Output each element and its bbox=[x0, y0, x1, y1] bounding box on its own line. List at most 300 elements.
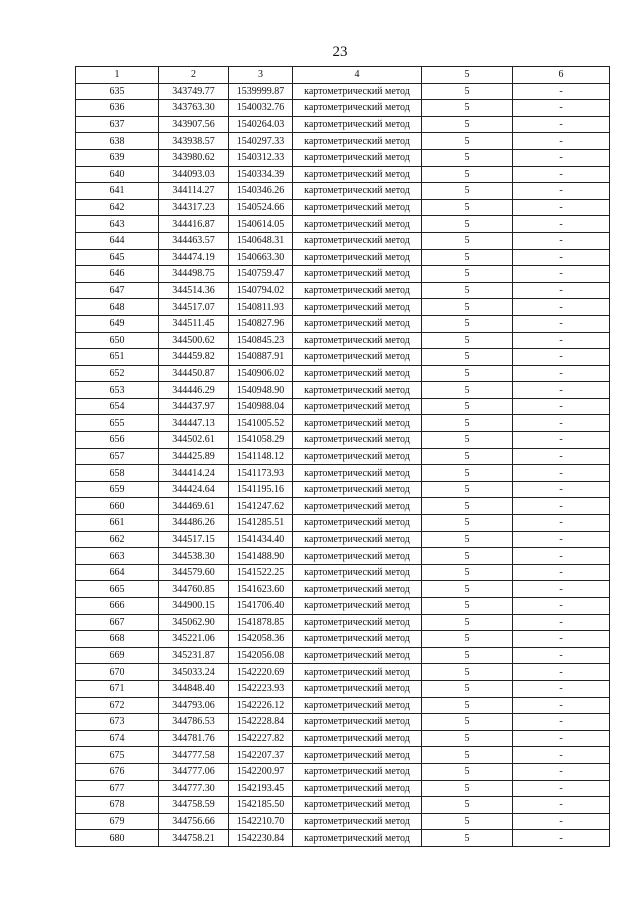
cell-point-number: 639 bbox=[76, 149, 159, 166]
cell-extra: - bbox=[513, 515, 610, 532]
cell-method: картометрический метод bbox=[293, 813, 422, 830]
cell-point-number: 669 bbox=[76, 647, 159, 664]
cell-coord-y: 1542230.84 bbox=[229, 830, 293, 847]
cell-coord-x: 344416.87 bbox=[159, 216, 229, 233]
cell-coord-y: 1540845.23 bbox=[229, 332, 293, 349]
cell-coord-x: 344900.15 bbox=[159, 598, 229, 615]
cell-method: картометрический метод bbox=[293, 564, 422, 581]
cell-point-number: 636 bbox=[76, 100, 159, 117]
cell-method: картометрический метод bbox=[293, 498, 422, 515]
cell-method: картометрический метод bbox=[293, 315, 422, 332]
cell-point-number: 654 bbox=[76, 398, 159, 415]
cell-coord-x: 344758.59 bbox=[159, 797, 229, 814]
cell-coord-x: 344781.76 bbox=[159, 730, 229, 747]
cell-extra: - bbox=[513, 631, 610, 648]
cell-method: картометрический метод bbox=[293, 133, 422, 150]
cell-method: картометрический метод bbox=[293, 747, 422, 764]
cell-coord-x: 344114.27 bbox=[159, 183, 229, 200]
cell-coord-y: 1540032.76 bbox=[229, 100, 293, 117]
table-row bbox=[76, 598, 610, 615]
cell-accuracy: 5 bbox=[422, 133, 513, 150]
cell-method: картометрический метод bbox=[293, 531, 422, 548]
table-row bbox=[76, 382, 610, 399]
cell-accuracy: 5 bbox=[422, 183, 513, 200]
cell-coord-y: 1541285.51 bbox=[229, 515, 293, 532]
header-col-2: 2 bbox=[159, 67, 229, 84]
cell-coord-y: 1540312.33 bbox=[229, 149, 293, 166]
cell-coord-y: 1541522.25 bbox=[229, 564, 293, 581]
cell-point-number: 651 bbox=[76, 349, 159, 366]
table-row bbox=[76, 133, 610, 150]
cell-coord-y: 1540906.02 bbox=[229, 365, 293, 382]
table-row bbox=[76, 680, 610, 697]
table-row bbox=[76, 481, 610, 498]
table-row bbox=[76, 564, 610, 581]
cell-accuracy: 5 bbox=[422, 747, 513, 764]
cell-coord-y: 1541434.40 bbox=[229, 531, 293, 548]
cell-coord-x: 344511.45 bbox=[159, 315, 229, 332]
cell-coord-x: 344760.85 bbox=[159, 581, 229, 598]
table-row bbox=[76, 730, 610, 747]
cell-extra: - bbox=[513, 647, 610, 664]
cell-coord-y: 1542193.45 bbox=[229, 780, 293, 797]
cell-accuracy: 5 bbox=[422, 481, 513, 498]
cell-coord-y: 1540759.47 bbox=[229, 266, 293, 283]
cell-extra: - bbox=[513, 830, 610, 847]
cell-coord-x: 344463.57 bbox=[159, 232, 229, 249]
table-row bbox=[76, 763, 610, 780]
table-row bbox=[76, 515, 610, 532]
cell-extra: - bbox=[513, 664, 610, 681]
cell-accuracy: 5 bbox=[422, 398, 513, 415]
cell-extra: - bbox=[513, 232, 610, 249]
cell-coord-y: 1540648.31 bbox=[229, 232, 293, 249]
cell-accuracy: 5 bbox=[422, 382, 513, 399]
cell-coord-x: 344474.19 bbox=[159, 249, 229, 266]
cell-accuracy: 5 bbox=[422, 830, 513, 847]
cell-accuracy: 5 bbox=[422, 349, 513, 366]
cell-coord-y: 1541058.29 bbox=[229, 432, 293, 449]
cell-method: картометрический метод bbox=[293, 680, 422, 697]
cell-coord-y: 1541148.12 bbox=[229, 448, 293, 465]
cell-point-number: 666 bbox=[76, 598, 159, 615]
cell-coord-y: 1540827.96 bbox=[229, 315, 293, 332]
cell-coord-x: 345062.90 bbox=[159, 614, 229, 631]
table-row bbox=[76, 299, 610, 316]
cell-accuracy: 5 bbox=[422, 780, 513, 797]
cell-coord-x: 345221.06 bbox=[159, 631, 229, 648]
table-row bbox=[76, 199, 610, 216]
cell-method: картометрический метод bbox=[293, 83, 422, 100]
cell-method: картометрический метод bbox=[293, 581, 422, 598]
table-row bbox=[76, 498, 610, 515]
table-row bbox=[76, 332, 610, 349]
header-col-4: 4 bbox=[293, 67, 422, 84]
cell-method: картометрический метод bbox=[293, 100, 422, 117]
table-row bbox=[76, 83, 610, 100]
cell-accuracy: 5 bbox=[422, 515, 513, 532]
cell-accuracy: 5 bbox=[422, 564, 513, 581]
table-row bbox=[76, 166, 610, 183]
cell-coord-x: 345231.87 bbox=[159, 647, 229, 664]
cell-extra: - bbox=[513, 481, 610, 498]
page-number: 23 bbox=[332, 44, 348, 60]
coordinates-table bbox=[75, 66, 610, 847]
cell-point-number: 678 bbox=[76, 797, 159, 814]
cell-accuracy: 5 bbox=[422, 332, 513, 349]
cell-point-number: 675 bbox=[76, 747, 159, 764]
cell-coord-x: 344777.06 bbox=[159, 763, 229, 780]
cell-coord-y: 1540988.04 bbox=[229, 398, 293, 415]
cell-method: картометрический метод bbox=[293, 631, 422, 648]
cell-extra: - bbox=[513, 780, 610, 797]
cell-coord-y: 1542227.82 bbox=[229, 730, 293, 747]
cell-point-number: 657 bbox=[76, 448, 159, 465]
cell-coord-x: 344777.58 bbox=[159, 747, 229, 764]
cell-method: картометрический метод bbox=[293, 149, 422, 166]
cell-coord-y: 1541173.93 bbox=[229, 465, 293, 482]
cell-coord-x: 344437.97 bbox=[159, 398, 229, 415]
cell-extra: - bbox=[513, 763, 610, 780]
cell-point-number: 677 bbox=[76, 780, 159, 797]
cell-point-number: 673 bbox=[76, 714, 159, 731]
cell-coord-y: 1541878.85 bbox=[229, 614, 293, 631]
cell-point-number: 648 bbox=[76, 299, 159, 316]
table-row bbox=[76, 664, 610, 681]
cell-point-number: 660 bbox=[76, 498, 159, 515]
table-row bbox=[76, 465, 610, 482]
table-row bbox=[76, 100, 610, 117]
table-row bbox=[76, 581, 610, 598]
cell-coord-y: 1540614.05 bbox=[229, 216, 293, 233]
cell-coord-y: 1541706.40 bbox=[229, 598, 293, 615]
cell-method: картометрический метод bbox=[293, 349, 422, 366]
cell-point-number: 644 bbox=[76, 232, 159, 249]
cell-extra: - bbox=[513, 100, 610, 117]
cell-point-number: 656 bbox=[76, 432, 159, 449]
cell-extra: - bbox=[513, 133, 610, 150]
cell-point-number: 649 bbox=[76, 315, 159, 332]
cell-coord-y: 1540948.90 bbox=[229, 382, 293, 399]
cell-method: картометрический метод bbox=[293, 282, 422, 299]
cell-point-number: 650 bbox=[76, 332, 159, 349]
cell-extra: - bbox=[513, 199, 610, 216]
cell-method: картометрический метод bbox=[293, 797, 422, 814]
cell-coord-x: 344514.36 bbox=[159, 282, 229, 299]
cell-coord-y: 1542223.93 bbox=[229, 680, 293, 697]
table-row bbox=[76, 282, 610, 299]
cell-method: картометрический метод bbox=[293, 780, 422, 797]
cell-accuracy: 5 bbox=[422, 448, 513, 465]
cell-point-number: 671 bbox=[76, 680, 159, 697]
cell-extra: - bbox=[513, 83, 610, 100]
cell-accuracy: 5 bbox=[422, 266, 513, 283]
table-row bbox=[76, 183, 610, 200]
table-row bbox=[76, 216, 610, 233]
cell-accuracy: 5 bbox=[422, 249, 513, 266]
cell-extra: - bbox=[513, 598, 610, 615]
cell-coord-x: 344459.82 bbox=[159, 349, 229, 366]
cell-extra: - bbox=[513, 548, 610, 565]
cell-coord-x: 344502.61 bbox=[159, 432, 229, 449]
cell-extra: - bbox=[513, 465, 610, 482]
table-row bbox=[76, 830, 610, 847]
cell-extra: - bbox=[513, 249, 610, 266]
cell-coord-x: 344500.62 bbox=[159, 332, 229, 349]
cell-accuracy: 5 bbox=[422, 100, 513, 117]
cell-coord-x: 344498.75 bbox=[159, 266, 229, 283]
cell-accuracy: 5 bbox=[422, 199, 513, 216]
cell-extra: - bbox=[513, 680, 610, 697]
header-col-1: 1 bbox=[76, 67, 159, 84]
table-row bbox=[76, 813, 610, 830]
cell-method: картометрический метод bbox=[293, 299, 422, 316]
cell-extra: - bbox=[513, 730, 610, 747]
table-row bbox=[76, 747, 610, 764]
cell-coord-x: 344848.40 bbox=[159, 680, 229, 697]
cell-accuracy: 5 bbox=[422, 531, 513, 548]
cell-method: картометрический метод bbox=[293, 398, 422, 415]
cell-point-number: 653 bbox=[76, 382, 159, 399]
cell-method: картометрический метод bbox=[293, 830, 422, 847]
cell-extra: - bbox=[513, 432, 610, 449]
cell-coord-y: 1542056.08 bbox=[229, 647, 293, 664]
cell-method: картометрический метод bbox=[293, 432, 422, 449]
cell-point-number: 652 bbox=[76, 365, 159, 382]
cell-accuracy: 5 bbox=[422, 631, 513, 648]
cell-point-number: 643 bbox=[76, 216, 159, 233]
cell-coord-x: 344756.66 bbox=[159, 813, 229, 830]
cell-accuracy: 5 bbox=[422, 415, 513, 432]
table-row bbox=[76, 780, 610, 797]
cell-accuracy: 5 bbox=[422, 614, 513, 631]
cell-point-number: 647 bbox=[76, 282, 159, 299]
cell-coord-x: 343907.56 bbox=[159, 116, 229, 133]
table-row bbox=[76, 349, 610, 366]
cell-extra: - bbox=[513, 365, 610, 382]
cell-extra: - bbox=[513, 531, 610, 548]
cell-coord-x: 343763.30 bbox=[159, 100, 229, 117]
cell-method: картометрический метод bbox=[293, 481, 422, 498]
cell-coord-y: 1541247.62 bbox=[229, 498, 293, 515]
table-row bbox=[76, 116, 610, 133]
table-row bbox=[76, 797, 610, 814]
cell-extra: - bbox=[513, 299, 610, 316]
cell-accuracy: 5 bbox=[422, 581, 513, 598]
cell-extra: - bbox=[513, 614, 610, 631]
cell-method: картометрический метод bbox=[293, 763, 422, 780]
cell-accuracy: 5 bbox=[422, 548, 513, 565]
table-header-row bbox=[76, 67, 610, 84]
cell-coord-x: 344517.07 bbox=[159, 299, 229, 316]
cell-extra: - bbox=[513, 697, 610, 714]
table-row bbox=[76, 398, 610, 415]
cell-coord-x: 344469.61 bbox=[159, 498, 229, 515]
cell-point-number: 667 bbox=[76, 614, 159, 631]
cell-accuracy: 5 bbox=[422, 763, 513, 780]
table-row bbox=[76, 614, 610, 631]
cell-accuracy: 5 bbox=[422, 647, 513, 664]
table-row bbox=[76, 249, 610, 266]
cell-accuracy: 5 bbox=[422, 680, 513, 697]
cell-method: картометрический метод bbox=[293, 216, 422, 233]
cell-method: картометрический метод bbox=[293, 166, 422, 183]
cell-method: картометрический метод bbox=[293, 647, 422, 664]
cell-point-number: 635 bbox=[76, 83, 159, 100]
cell-accuracy: 5 bbox=[422, 166, 513, 183]
cell-point-number: 641 bbox=[76, 183, 159, 200]
table-row bbox=[76, 548, 610, 565]
cell-extra: - bbox=[513, 813, 610, 830]
cell-extra: - bbox=[513, 448, 610, 465]
cell-method: картометрический метод bbox=[293, 415, 422, 432]
cell-method: картометрический метод bbox=[293, 614, 422, 631]
table-row bbox=[76, 315, 610, 332]
cell-accuracy: 5 bbox=[422, 365, 513, 382]
cell-extra: - bbox=[513, 747, 610, 764]
cell-point-number: 640 bbox=[76, 166, 159, 183]
table-row bbox=[76, 697, 610, 714]
cell-coord-x: 344317.23 bbox=[159, 199, 229, 216]
table-row bbox=[76, 232, 610, 249]
cell-extra: - bbox=[513, 797, 610, 814]
cell-method: картометрический метод bbox=[293, 730, 422, 747]
cell-coord-x: 344447.13 bbox=[159, 415, 229, 432]
cell-extra: - bbox=[513, 266, 610, 283]
cell-method: картометрический метод bbox=[293, 664, 422, 681]
header-col-3: 3 bbox=[229, 67, 293, 84]
cell-coord-y: 1540794.02 bbox=[229, 282, 293, 299]
cell-accuracy: 5 bbox=[422, 730, 513, 747]
cell-extra: - bbox=[513, 332, 610, 349]
header-col-5: 5 bbox=[422, 67, 513, 84]
cell-method: картометрический метод bbox=[293, 382, 422, 399]
cell-coord-y: 1542185.50 bbox=[229, 797, 293, 814]
cell-accuracy: 5 bbox=[422, 664, 513, 681]
cell-coord-x: 344093.03 bbox=[159, 166, 229, 183]
cell-extra: - bbox=[513, 349, 610, 366]
cell-point-number: 645 bbox=[76, 249, 159, 266]
cell-accuracy: 5 bbox=[422, 432, 513, 449]
cell-extra: - bbox=[513, 714, 610, 731]
cell-accuracy: 5 bbox=[422, 498, 513, 515]
cell-method: картометрический метод bbox=[293, 199, 422, 216]
cell-accuracy: 5 bbox=[422, 116, 513, 133]
cell-extra: - bbox=[513, 149, 610, 166]
cell-coord-y: 1542058.36 bbox=[229, 631, 293, 648]
cell-coord-x: 344758.21 bbox=[159, 830, 229, 847]
cell-point-number: 668 bbox=[76, 631, 159, 648]
table-row bbox=[76, 149, 610, 166]
cell-method: картометрический метод bbox=[293, 365, 422, 382]
cell-extra: - bbox=[513, 116, 610, 133]
cell-accuracy: 5 bbox=[422, 797, 513, 814]
cell-point-number: 638 bbox=[76, 133, 159, 150]
cell-point-number: 676 bbox=[76, 763, 159, 780]
table-row bbox=[76, 365, 610, 382]
cell-method: картометрический метод bbox=[293, 548, 422, 565]
cell-extra: - bbox=[513, 166, 610, 183]
cell-coord-y: 1540334.39 bbox=[229, 166, 293, 183]
cell-coord-x: 344517.15 bbox=[159, 531, 229, 548]
table-row bbox=[76, 631, 610, 648]
cell-extra: - bbox=[513, 581, 610, 598]
table-body bbox=[76, 83, 610, 846]
cell-accuracy: 5 bbox=[422, 83, 513, 100]
cell-accuracy: 5 bbox=[422, 598, 513, 615]
cell-point-number: 662 bbox=[76, 531, 159, 548]
cell-coord-y: 1540663.30 bbox=[229, 249, 293, 266]
cell-coord-y: 1540297.33 bbox=[229, 133, 293, 150]
cell-accuracy: 5 bbox=[422, 697, 513, 714]
cell-coord-y: 1540887.91 bbox=[229, 349, 293, 366]
cell-accuracy: 5 bbox=[422, 232, 513, 249]
cell-coord-y: 1542226.12 bbox=[229, 697, 293, 714]
cell-coord-x: 344579.60 bbox=[159, 564, 229, 581]
cell-extra: - bbox=[513, 183, 610, 200]
cell-extra: - bbox=[513, 398, 610, 415]
cell-coord-y: 1541195.16 bbox=[229, 481, 293, 498]
cell-point-number: 646 bbox=[76, 266, 159, 283]
cell-point-number: 680 bbox=[76, 830, 159, 847]
cell-method: картометрический метод bbox=[293, 266, 422, 283]
cell-point-number: 670 bbox=[76, 664, 159, 681]
cell-coord-x: 343980.62 bbox=[159, 149, 229, 166]
cell-coord-y: 1542210.70 bbox=[229, 813, 293, 830]
cell-coord-y: 1541623.60 bbox=[229, 581, 293, 598]
cell-coord-y: 1542207.37 bbox=[229, 747, 293, 764]
cell-method: картометрический метод bbox=[293, 448, 422, 465]
cell-method: картометрический метод bbox=[293, 465, 422, 482]
cell-point-number: 679 bbox=[76, 813, 159, 830]
cell-point-number: 637 bbox=[76, 116, 159, 133]
cell-method: картометрический метод bbox=[293, 515, 422, 532]
cell-coord-y: 1542200.97 bbox=[229, 763, 293, 780]
cell-coord-x: 344450.87 bbox=[159, 365, 229, 382]
cell-accuracy: 5 bbox=[422, 465, 513, 482]
cell-extra: - bbox=[513, 315, 610, 332]
table-row bbox=[76, 448, 610, 465]
table-row bbox=[76, 531, 610, 548]
cell-coord-y: 1542228.84 bbox=[229, 714, 293, 731]
cell-method: картометрический метод bbox=[293, 249, 422, 266]
cell-point-number: 655 bbox=[76, 415, 159, 432]
cell-extra: - bbox=[513, 282, 610, 299]
table-row bbox=[76, 266, 610, 283]
cell-accuracy: 5 bbox=[422, 299, 513, 316]
cell-coord-x: 345033.24 bbox=[159, 664, 229, 681]
cell-coord-x: 343749.77 bbox=[159, 83, 229, 100]
cell-method: картометрический метод bbox=[293, 598, 422, 615]
cell-method: картометрический метод bbox=[293, 183, 422, 200]
cell-coord-y: 1539999.87 bbox=[229, 83, 293, 100]
cell-point-number: 672 bbox=[76, 697, 159, 714]
table-row bbox=[76, 647, 610, 664]
cell-method: картометрический метод bbox=[293, 332, 422, 349]
cell-point-number: 658 bbox=[76, 465, 159, 482]
cell-coord-x: 344446.29 bbox=[159, 382, 229, 399]
cell-coord-y: 1541488.90 bbox=[229, 548, 293, 565]
header-col-6: 6 bbox=[513, 67, 610, 84]
cell-point-number: 663 bbox=[76, 548, 159, 565]
cell-accuracy: 5 bbox=[422, 282, 513, 299]
cell-extra: - bbox=[513, 382, 610, 399]
table-row bbox=[76, 714, 610, 731]
cell-point-number: 661 bbox=[76, 515, 159, 532]
cell-point-number: 665 bbox=[76, 581, 159, 598]
cell-method: картометрический метод bbox=[293, 714, 422, 731]
cell-accuracy: 5 bbox=[422, 813, 513, 830]
